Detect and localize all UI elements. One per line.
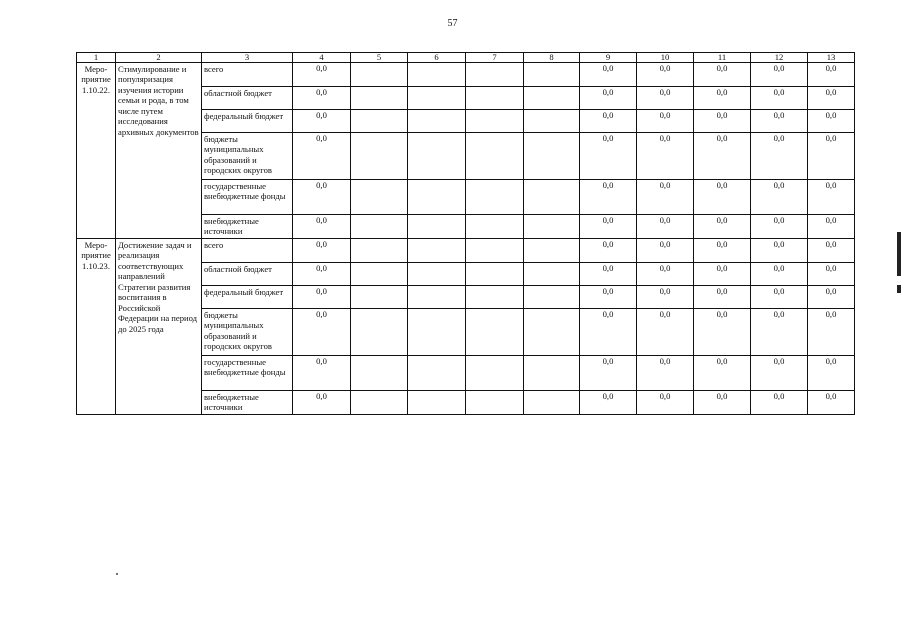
value-cell <box>466 309 524 356</box>
value-cell: 0,0 <box>293 133 351 180</box>
value-cell: 0,0 <box>808 391 855 415</box>
measure-description: Достижение задач и реализация соответствующих направлений Стратегии развития воспитания в Российской Федерации на период до 2025 года <box>116 239 202 415</box>
value-cell <box>408 356 466 391</box>
value-cell: 0,0 <box>293 239 351 263</box>
value-cell: 0,0 <box>694 391 751 415</box>
value-cell <box>524 110 580 133</box>
value-cell: 0,0 <box>751 356 808 391</box>
column-header: 10 <box>637 53 694 63</box>
column-header: 2 <box>116 53 202 63</box>
value-cell <box>524 356 580 391</box>
value-cell: 0,0 <box>637 215 694 239</box>
value-cell: 0,0 <box>637 263 694 286</box>
value-cell: 0,0 <box>580 180 637 215</box>
value-cell: 0,0 <box>808 309 855 356</box>
value-cell <box>408 63 466 87</box>
value-cell: 0,0 <box>580 356 637 391</box>
value-cell <box>351 215 408 239</box>
value-cell: 0,0 <box>808 356 855 391</box>
value-cell: 0,0 <box>751 63 808 87</box>
value-cell <box>351 180 408 215</box>
value-cell: 0,0 <box>808 263 855 286</box>
value-cell: 0,0 <box>751 286 808 309</box>
value-cell: 0,0 <box>751 87 808 110</box>
page-number: 57 <box>447 18 458 29</box>
value-cell <box>351 263 408 286</box>
column-header: 11 <box>694 53 751 63</box>
value-cell: 0,0 <box>637 309 694 356</box>
value-cell: 0,0 <box>580 309 637 356</box>
value-cell: 0,0 <box>694 180 751 215</box>
value-cell: 0,0 <box>808 215 855 239</box>
value-cell: 0,0 <box>808 110 855 133</box>
value-cell: 0,0 <box>751 309 808 356</box>
value-cell: 0,0 <box>293 63 351 87</box>
funding-source: федеральный бюджет <box>202 286 293 309</box>
value-cell: 0,0 <box>751 110 808 133</box>
value-cell: 0,0 <box>751 263 808 286</box>
value-cell <box>351 133 408 180</box>
value-cell <box>408 286 466 309</box>
value-cell: 0,0 <box>580 215 637 239</box>
value-cell <box>466 286 524 309</box>
value-cell <box>524 215 580 239</box>
value-cell: 0,0 <box>293 286 351 309</box>
funding-source: всего <box>202 63 293 87</box>
scan-edge-mark <box>897 285 901 293</box>
column-header: 13 <box>808 53 855 63</box>
table-body <box>77 63 855 415</box>
value-cell: 0,0 <box>637 286 694 309</box>
measure-code-line: приятие <box>81 250 111 261</box>
funding-source: федеральный бюджет <box>202 110 293 133</box>
value-cell: 0,0 <box>580 63 637 87</box>
column-header: 12 <box>751 53 808 63</box>
funding-source: областной бюджет <box>202 263 293 286</box>
value-cell <box>466 63 524 87</box>
value-cell <box>351 356 408 391</box>
value-cell <box>524 239 580 263</box>
column-header: 1 <box>77 53 116 63</box>
value-cell: 0,0 <box>808 63 855 87</box>
value-cell <box>524 63 580 87</box>
value-cell <box>408 133 466 180</box>
value-cell <box>466 391 524 415</box>
value-cell <box>351 286 408 309</box>
measure-code-line: Меро- <box>84 240 108 250</box>
value-cell <box>466 133 524 180</box>
value-cell: 0,0 <box>580 239 637 263</box>
value-cell <box>524 309 580 356</box>
value-cell: 0,0 <box>694 133 751 180</box>
value-cell <box>466 110 524 133</box>
value-cell <box>524 286 580 309</box>
value-cell: 0,0 <box>808 286 855 309</box>
value-cell <box>466 215 524 239</box>
value-cell: 0,0 <box>293 180 351 215</box>
measure-code-line: Меро- <box>84 64 108 74</box>
measure-code <box>77 239 116 415</box>
value-cell: 0,0 <box>293 309 351 356</box>
value-cell: 0,0 <box>694 87 751 110</box>
measure-code-line: приятие <box>81 74 111 85</box>
funding-source: внебюджетные источники <box>202 391 293 415</box>
value-cell <box>524 133 580 180</box>
value-cell: 0,0 <box>637 87 694 110</box>
value-cell: 0,0 <box>637 356 694 391</box>
value-cell <box>408 309 466 356</box>
value-cell <box>466 87 524 110</box>
value-cell: 0,0 <box>293 391 351 415</box>
value-cell: 0,0 <box>694 215 751 239</box>
value-cell <box>408 391 466 415</box>
measure-code <box>77 63 116 239</box>
value-cell: 0,0 <box>808 133 855 180</box>
value-cell: 0,0 <box>637 239 694 263</box>
value-cell <box>524 87 580 110</box>
value-cell <box>351 309 408 356</box>
value-cell: 0,0 <box>751 239 808 263</box>
value-cell: 0,0 <box>808 180 855 215</box>
value-cell <box>408 87 466 110</box>
value-cell: 0,0 <box>694 63 751 87</box>
value-cell: 0,0 <box>293 110 351 133</box>
value-cell <box>351 87 408 110</box>
value-cell: 0,0 <box>751 180 808 215</box>
value-cell: 0,0 <box>694 110 751 133</box>
value-cell <box>466 263 524 286</box>
value-cell: 0,0 <box>293 263 351 286</box>
value-cell <box>351 63 408 87</box>
value-cell: 0,0 <box>293 215 351 239</box>
funding-source: областной бюджет <box>202 87 293 110</box>
value-cell: 0,0 <box>694 263 751 286</box>
value-cell <box>524 263 580 286</box>
value-cell: 0,0 <box>293 356 351 391</box>
funding-source: бюджеты муниципальных образований и городских округов <box>202 309 293 356</box>
funding-source: внебюджетные источники <box>202 215 293 239</box>
column-header: 7 <box>466 53 524 63</box>
column-number-row <box>77 53 855 63</box>
column-header: 8 <box>524 53 580 63</box>
value-cell: 0,0 <box>694 286 751 309</box>
value-cell <box>351 239 408 263</box>
value-cell <box>408 110 466 133</box>
funding-source: всего <box>202 239 293 263</box>
value-cell: 0,0 <box>637 391 694 415</box>
column-header: 6 <box>408 53 466 63</box>
value-cell <box>408 263 466 286</box>
funding-source: государственные внебюджетные фонды <box>202 180 293 215</box>
value-cell <box>408 215 466 239</box>
table-row <box>77 63 855 87</box>
value-cell: 0,0 <box>580 286 637 309</box>
funding-source: бюджеты муниципальных образований и городских округов <box>202 133 293 180</box>
value-cell <box>524 391 580 415</box>
value-cell: 0,0 <box>808 87 855 110</box>
scan-speck <box>116 573 118 575</box>
value-cell: 0,0 <box>751 133 808 180</box>
measure-description: Стимулирование и популяризация изучения истории семьи и рода, в том числе путем исследования архивных документов <box>116 63 202 239</box>
value-cell <box>466 239 524 263</box>
value-cell: 0,0 <box>694 309 751 356</box>
value-cell <box>524 180 580 215</box>
value-cell: 0,0 <box>637 180 694 215</box>
column-header: 5 <box>351 53 408 63</box>
funding-table <box>76 52 855 415</box>
column-header: 9 <box>580 53 637 63</box>
value-cell: 0,0 <box>808 239 855 263</box>
value-cell <box>351 110 408 133</box>
value-cell: 0,0 <box>694 239 751 263</box>
value-cell <box>466 180 524 215</box>
measure-code-line: 1.10.22. <box>82 84 110 95</box>
value-cell: 0,0 <box>580 263 637 286</box>
column-header: 4 <box>293 53 351 63</box>
value-cell: 0,0 <box>637 110 694 133</box>
column-header: 3 <box>202 53 293 63</box>
scan-edge-mark <box>897 232 901 276</box>
value-cell: 0,0 <box>751 215 808 239</box>
value-cell: 0,0 <box>580 87 637 110</box>
value-cell: 0,0 <box>751 391 808 415</box>
measure-code-line: 1.10.23. <box>82 260 110 271</box>
value-cell <box>408 180 466 215</box>
value-cell: 0,0 <box>637 133 694 180</box>
funding-source: государственные внебюджетные фонды <box>202 356 293 391</box>
table-row <box>77 239 855 263</box>
value-cell: 0,0 <box>580 133 637 180</box>
value-cell: 0,0 <box>637 63 694 87</box>
value-cell <box>466 356 524 391</box>
value-cell: 0,0 <box>580 391 637 415</box>
value-cell: 0,0 <box>580 110 637 133</box>
value-cell <box>408 239 466 263</box>
value-cell: 0,0 <box>694 356 751 391</box>
value-cell <box>351 391 408 415</box>
value-cell: 0,0 <box>293 87 351 110</box>
